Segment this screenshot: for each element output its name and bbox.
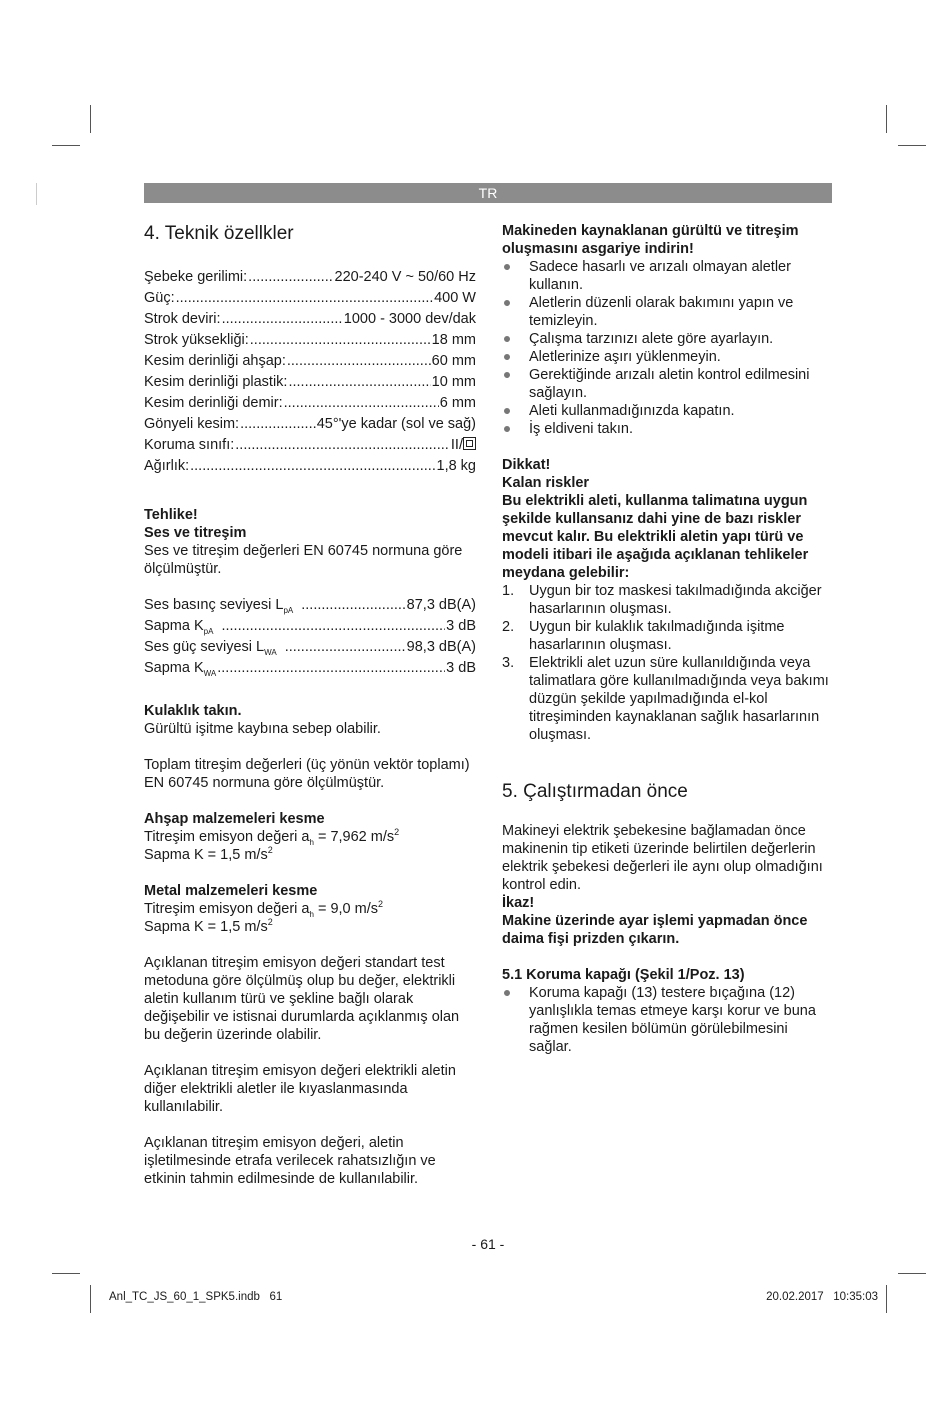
footer-file-info: Anl_TC_JS_60_1_SPK5.indb 61 [109, 1291, 283, 1303]
wood-vibration-value: Titreşim emisyon değeri $a_h = 7,962$ $m/s^2$ [144, 827, 400, 847]
spec-row: Koruma sınıfı: ..... II/ [144, 436, 476, 457]
list-item: Aleti kullanmadığınızda kapatın. [502, 402, 832, 420]
vibration-paragraph: Açıklanan titreşim emisyon değeri elektrikli aletin diğer elektrikli aletler ile kıyaslanmasında kullanılabilir. [144, 1063, 456, 1115]
list-item: Aletlerin düzenli olarak bakımını yapın ve temizleyin. [502, 294, 832, 330]
spec-row: Gönyeli kesim: ..... 45°'ye kadar (sol ve sağ) [144, 415, 476, 436]
noise-row: Sapma $K_{WA}$ ..... 3 dB [144, 659, 476, 680]
spec-row: Strok deviri: ..... 1000 - 3000 dev/dak [144, 310, 476, 331]
page-number: - 61 - [471, 1236, 505, 1252]
warning-text: Makine üzerinde ayar işlemi yapmadan önce daima fişi prizden çıkarın. [502, 913, 808, 947]
vibration-paragraph: Açıklanan titreşim emisyon değeri standart test metoduna göre ölçülmüş olup bu değer, elektrikli aletin kullanım türü ve şekline bağlı olarak değişebilir ve istisnai durumlarda açıklanmış olan bu değerin üzerinde olabilir. [144, 955, 460, 1043]
ear-protection-heading: Kulaklık takın. [144, 703, 242, 719]
metal-cutting-heading: Metal malzemeleri kesme [144, 883, 318, 899]
crop-mark [36, 183, 37, 205]
noise-text: Ses ve titreşim değerleri EN 60745 normuna göre ölçülmüştür. [144, 543, 463, 577]
spec-row: Kesim derinliği ahşap: ..... 60 mm [144, 352, 476, 373]
right-column [502, 222, 832, 1056]
wood-cutting-heading: Ahşap malzemeleri kesme [144, 811, 325, 827]
subsection-5-1-title: 5.1 Koruma kapağı (Şekil 1/Poz. 13) [502, 967, 745, 983]
language-code: TR [478, 185, 498, 201]
spec-row: Güç: ..... 400 W [144, 289, 476, 310]
spec-row: Kesim derinliği demir: ..... 6 mm [144, 394, 476, 415]
noise-row: Sapma $K_{pA}$ ..... 3 dB [144, 617, 476, 638]
crop-mark [90, 1285, 91, 1313]
vibration-paragraph: Açıklanan titreşim emisyon değeri, aletin işletilmesinde etrafa verilecek rahatsızlığın ve etkinin tahmin edilmesinde de kullanılabilir. [144, 1135, 436, 1187]
section-5-text: Makineyi elektrik şebekesine bağlamadan önce makinenin tip etiketi üzerinde belirtilen değerlerin elektrik şebekesi değerleri ile aynı olup olmadığını kontrol edin. [502, 823, 823, 893]
minimize-noise-list [502, 258, 832, 438]
left-column [144, 222, 476, 1188]
language-header-bar [144, 183, 832, 203]
total-vibration-text: Toplam titreşim değerleri (üç yönün vektör toplamı) EN 60745 normuna göre ölçülmüştür. [144, 757, 470, 791]
warning-heading: İkaz! [502, 895, 535, 911]
spec-row: Kesim derinliği plastik: ..... 10 mm [144, 373, 476, 394]
subsection-5-1-list [502, 984, 832, 1056]
spec-row: Ağırlık: ..... 1,8 kg [144, 457, 476, 478]
residual-risks-heading: Kalan riskler [502, 475, 590, 491]
noise-row: Ses basınç seviyesi $L_{pA}$ ..... 87,3 dB(A) [144, 596, 476, 617]
noise-values [144, 596, 476, 680]
spec-row: Şebeke gerilimi: ..... 220-240 V ~ 50/60 Hz [144, 268, 476, 289]
ear-protection-text: Gürültü işitme kaybına sebep olabilir. [144, 721, 381, 737]
list-item: İş eldiveni takın. [502, 420, 832, 438]
residual-risks-text: Bu elektrikli aleti, kullanma talimatına uygun şekilde kullansanız dahi yine de bazı riskler mevcut kalır. Bu elektrikli aletin yapı türü ve modeli itibari ile aşağıda açıklanan tehlikeler meydana gelebilir: [502, 493, 809, 581]
crop-mark [886, 1285, 887, 1313]
list-item: 1. Uygun bir toz maskesi takılmadığında akciğer hasarlarının oluşması. [502, 583, 822, 617]
crop-mark [90, 105, 91, 133]
spec-row: Strok yüksekliği: ..... 18 mm [144, 331, 476, 352]
crop-mark [886, 105, 887, 133]
section-5-title: 5. Çalıştırmadan önce [502, 781, 688, 802]
list-item: Çalışma tarzınızı alete göre ayarlayın. [502, 330, 832, 348]
list-item: Aletlerinize aşırı yüklenmeyin. [502, 348, 832, 366]
spec-list [144, 268, 476, 478]
list-item: 2. Uygun bir kulaklık takılmadığında işitme hasarlarının oluşması. [502, 619, 785, 653]
section-4-title: 4. Teknik özellkler [144, 223, 294, 244]
crop-mark [52, 1273, 80, 1274]
list-item: Koruma kapağı (13) testere bıçağına (12) yanlışlıkla temas etmeye karşı korur ve buna rağmen kesilen bölümün görülebilmesini sağlar. [502, 984, 832, 1056]
list-item: Sadece hasarlı ve arızalı olmayan aletler kullanın. [502, 258, 832, 294]
danger-heading: Tehlike! [144, 507, 198, 523]
minimize-noise-heading: Makineden kaynaklanan gürültü ve titreşim oluşmasını asgariye indirin! [502, 223, 799, 257]
residual-risks-list [502, 582, 832, 744]
metal-deviation-value: Sapma K = 1,5 $m/s^2$ [144, 917, 273, 935]
list-item: 3. Elektrikli alet uzun süre kullanıldığında veya talimatlara göre kullanılmadığında veya bakımı düzgün şekilde yapılmadığında el-kol titreşiminden kaynaklanan sağlık hasarlarının oluşması. [502, 655, 829, 743]
metal-vibration-value: Titreşim emisyon değeri $a_h = 9,0$ $m/s^2$ [144, 899, 384, 919]
footer-date: 20.02.2017 10:35:03 [766, 1291, 878, 1303]
list-item: Gerektiğinde arızalı aletin kontrol edilmesini sağlayın. [502, 366, 832, 402]
protection-class-icon [463, 437, 476, 450]
crop-mark [898, 145, 926, 146]
noise-heading: Ses ve titreşim [144, 525, 247, 541]
wood-deviation-value: Sapma K = 1,5 $m/s^2$ [144, 845, 273, 863]
caution-heading: Dikkat! [502, 457, 551, 473]
crop-mark [898, 1273, 926, 1274]
crop-mark [52, 145, 80, 146]
noise-row: Ses güç seviyesi $L_{WA}$ ..... 98,3 dB(A) [144, 638, 476, 659]
